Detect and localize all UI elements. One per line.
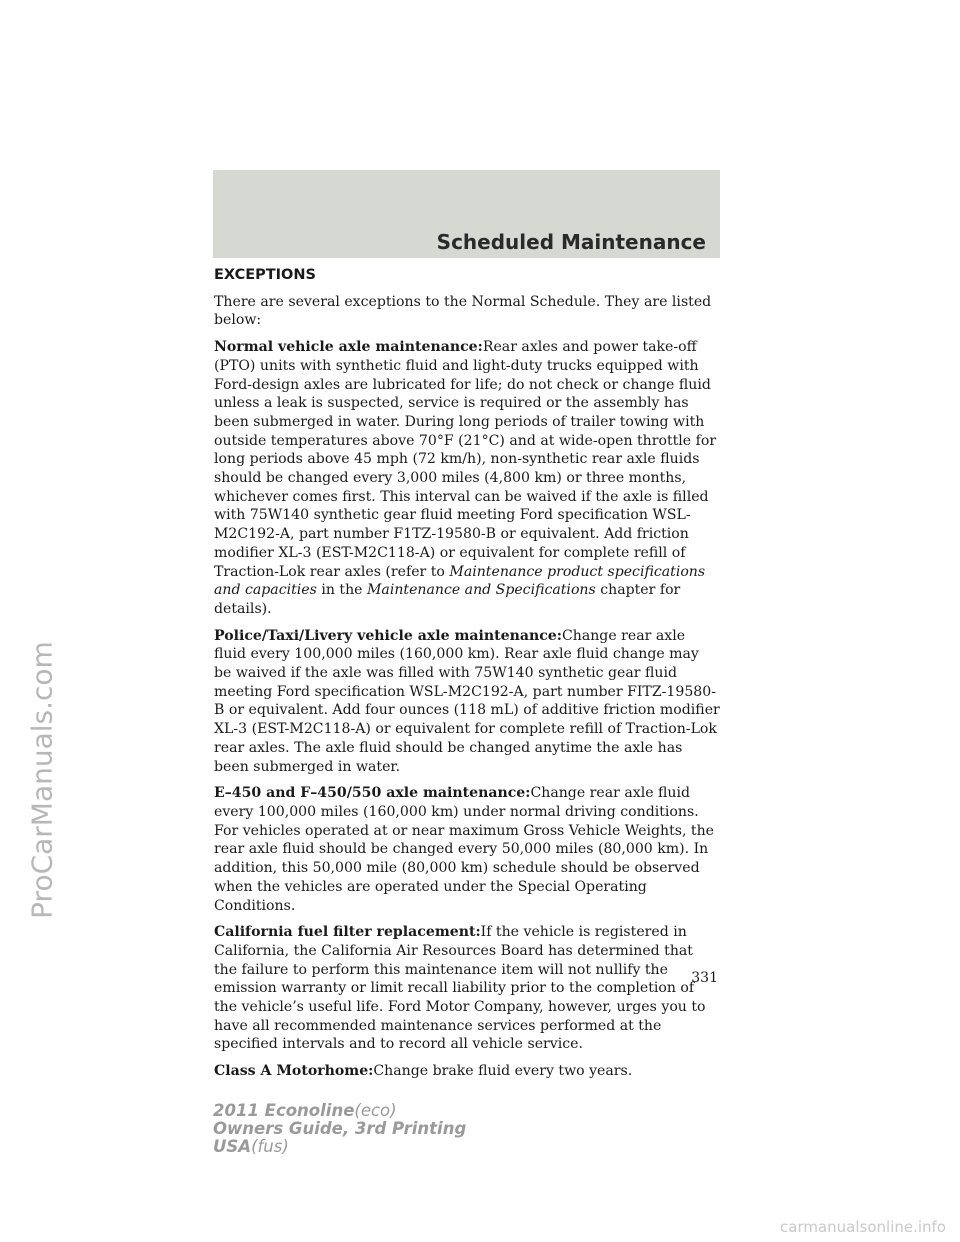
footer-model: 2011 Econoline (213, 1101, 355, 1120)
paragraph-text: Change rear axle fluid every 100,000 miles (160,000 km). Rear axle fluid change may be waived if the axle was filled with 75W140 synthetic gear fluid meeting Ford specification WSL-M2C192-A, part number FITZ-19580-B or equivalent. Add four ounces (118 mL) of additive friction modifier XL-3 (EST-M2C118-A) or equivalent for complete refill of Traction-Lok rear axles. The axle fluid should be changed anytime the axle has been submerged in water. (214, 627, 720, 775)
chapter-title: Scheduled Maintenance (436, 230, 706, 254)
footer-market-code: (fus) (251, 1137, 289, 1156)
reference-link: Maintenance and Specifications (366, 582, 596, 599)
chapter-header (213, 170, 720, 258)
paragraph-label: E–450 and F–450/550 axle maintenance: (214, 785, 531, 802)
footer-market: USA (213, 1137, 252, 1156)
paragraph-label: Police/Taxi/Livery vehicle axle maintenance: (214, 627, 562, 644)
reference-link: Maintenance product specifications and capacities (214, 563, 706, 599)
paragraph-text: If the vehicle is registered in California, the California Air Resources Board has determined that the failure to perform this maintenance item will not nullify the emission warranty or limit recall liability prior to the completion of the vehicle’s useful life. Ford Motor Company, however, urges you to have all recommended maintenance services performed at the specified intervals and to record all vehicle service. (214, 924, 706, 1053)
paragraph-police-axle (214, 627, 720, 777)
paragraph-text: chapter for details). (214, 582, 681, 617)
side-watermark (0, 0, 60, 1242)
paragraph-normal-axle (214, 338, 720, 619)
paragraph-class-a (214, 1062, 720, 1081)
intro-paragraph: There are several exceptions to the Normal Schedule. They are listed below: (214, 293, 712, 329)
footer-line-3 (213, 1138, 466, 1156)
page-number: 331 (691, 970, 718, 986)
paragraph-text: Change rear axle fluid every 100,000 miles (160,000 km) under normal driving conditions. For vehicles operated at or near maximum Gross Vehicle Weights, the rear axle fluid should be changed every 50,000 miles (80,000 km). In addition, this 50,000 mile (80,000 km) schedule should be observed when the vehicles are operated under the Special Operating Conditions. (214, 785, 715, 914)
footer-line-2: Owners Guide, 3rd Printing (213, 1119, 467, 1138)
section-heading: EXCEPTIONS (214, 267, 316, 283)
paragraph-label: Class A Motorhome: (214, 1063, 374, 1080)
paragraph-text: in the (321, 582, 363, 599)
paragraph-label: Normal vehicle axle maintenance: (214, 339, 483, 356)
footer-line-1 (213, 1102, 466, 1120)
paragraph-text: Change brake fluid every two years. (373, 1063, 633, 1080)
paragraph-california-fuel (214, 923, 720, 1054)
document-footer (213, 1102, 466, 1156)
footer-watermark: carmanualsonline.info (780, 1218, 946, 1236)
page-body (214, 266, 720, 1089)
footer-model-code: (eco) (354, 1101, 397, 1120)
paragraph-label: California fuel filter replacement: (214, 924, 481, 941)
side-watermark-text: ProCarManuals.com (25, 641, 59, 919)
paragraph-e450-axle (214, 784, 720, 915)
paragraph-text: Rear axles and power take-off (PTO) units with synthetic fluid and light-duty trucks equipped with Ford-design axles are lubricated for life; do not check or change fluid unless a leak is suspected, service is required or the assembly has been submerged in water. During long periods of trailer towing with outside temperatures above 70°F (21°C) and at wide-open throttle for long periods above 45 mph (72 km/h), non-synthetic rear axle fluids should be changed every 3,000 miles (4,800 km) or three months, whichever comes first. This interval can be waived if the axle is filled with 75W140 synthetic gear fluid meeting Ford specification WSL-M2C192-A, part number F1TZ-19580-B or equivalent. Add friction modifier XL-3 (EST-M2C118-A) or equivalent for complete refill of Traction-Lok rear axles (refer to (214, 339, 717, 580)
